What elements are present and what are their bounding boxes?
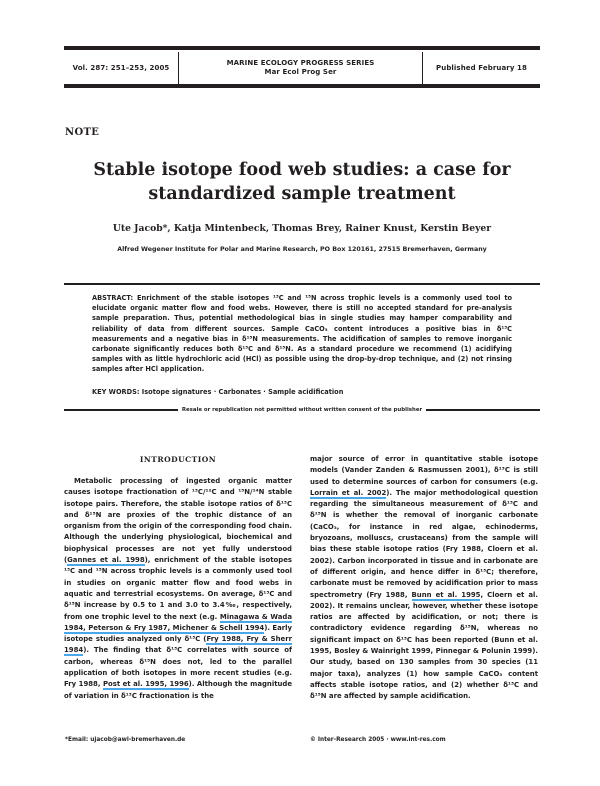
body-text: Metabolic processing of ingested organic matter causes isotope fractionation of ¹³C/¹²C and ¹⁵N/¹⁴N stable isotope pairs. Therefore, the stable isotope ratios of δ¹³C and δ¹⁵N are proxies of the trophic distance of an organism from the origin of the corresponding food chain. Although the underlying physiological, biochemical and biophysical processes are not yet fully understood ( bbox=[64, 477, 292, 565]
article-type: NOTE bbox=[65, 127, 100, 138]
journal-name bbox=[179, 52, 422, 84]
keywords bbox=[92, 388, 512, 396]
citation-link[interactable]: Bunn et al. 1995 bbox=[411, 590, 481, 599]
body-text: , Cloern et al. 2002). It remains unclear, however, whether these isotope ratios are affected by acidification, or not; there is contradictory evidence regarding δ¹⁵N, whereas no significant impact on δ¹³C has been reported (Bunn et al. 1995, Bosley & Wainright 1999, Pinnegar & Polunin 1999). Our study, based on 130 samples from 30 species (11 major taxa), analyzes (1) how sample CaCO₃ content affects stable isotope ratios, and (2) whether δ¹³C and δ¹⁵N are affected by sample acidification. bbox=[310, 590, 538, 701]
rule-right bbox=[426, 409, 540, 411]
citation-link[interactable]: Lorrain et al. 2002 bbox=[310, 488, 387, 497]
intro-paragraph bbox=[64, 476, 292, 702]
left-column bbox=[64, 476, 292, 702]
section-heading: INTRODUCTION bbox=[139, 455, 217, 464]
body-text: ), enrichment of the stable isotopes ¹³C and ¹⁵N across trophic levels is a commonly used tool in studies on organic matter flow and food webs in aquatic and terrestrial ecosystems. On average, δ¹³C and δ¹⁵N increase by 0.5 to 1 and 3.0 to 3.4‰, respectively, from one trophic level to the next (e.g. bbox=[64, 556, 292, 621]
keywords-label: KEY WORDS: bbox=[92, 388, 140, 396]
body-text: ). The finding that δ¹³C correlates with source of carbon, whereas δ¹⁵N does not, led to the parallel application of both isotopes in more recent studies (e.g. Fry 1988, bbox=[64, 646, 292, 689]
abstract bbox=[92, 293, 512, 375]
published-date: Published February 18 bbox=[436, 63, 527, 72]
affiliation: Alfred Wegener Institute for Polar and Marine Research, PO Box 120161, 27515 Bremerhaven, Germany bbox=[117, 246, 487, 253]
abstract-top-rule bbox=[64, 283, 540, 285]
citation-link[interactable]: Minagawa & Wada 1984, Peterson & Fry 1987, Michener & Schell 1994 bbox=[64, 612, 292, 632]
header-bottom-rule bbox=[64, 84, 540, 88]
citation-link[interactable]: Gannes et al. 1998 bbox=[67, 556, 145, 565]
citation-link[interactable]: Fry 1988, Fry & Sherr 1984 bbox=[64, 635, 292, 655]
body-text: ). Although the magnitude of variation in δ¹³C fractionation is the bbox=[64, 680, 292, 700]
abstract-text: Enrichment of the stable isotopes ¹³C and ¹⁵N across trophic levels is a commonly used tool to elucidate organic matter flow and food webs. However, there is still no accepted standard for pre-analysis sample preparation. Thus, potential methodological bias in single studies may hamper comparability and reliability of data from different sources. Sample CaCO₃ content introduces a positive bias in δ¹³C measurements and a negative bias in δ¹⁵N measurements. The acidification of samples to remove inorganic carbonate significantly reduces both δ¹³C and δ¹⁵N. As a standard procedure we recommend (1) acidifying samples with as little hydrochloric acid (HCl) as possible using the drop-by-drop technique, and (2) not rinsing samples after HCl application. bbox=[92, 294, 512, 374]
journal-name-line2: Mar Ecol Prog Ser bbox=[264, 68, 337, 76]
journal-name-line1: MARINE ECOLOGY PROGRESS SERIES bbox=[226, 59, 375, 67]
title-line-2: standardized sample treatment bbox=[148, 184, 456, 204]
intro-paragraph-continued bbox=[310, 454, 538, 703]
rule-left bbox=[64, 409, 178, 411]
copyright-notice: © Inter-Research 2005 · www.int-res.com bbox=[310, 737, 446, 743]
body-text: ). Early isotope studies analyzed only δ¹³C ( bbox=[64, 623, 292, 644]
body-text: ). The major methodological question regarding the simultaneous measurement of δ¹³C and δ¹⁵N is whether the removal of inorganic carbonate (CaCO₃, for instance in red algae, echinoderms, bryozoans, molluscs, crustaceans) from the sample will bias these stable isotope ratios (Fry 1988, Cloern et al. 2002). Carbon incorporated in tissue and in carbonate are of different origin, and hence differ in δ¹³C; therefore, carbonate must be removed by acidification prior to mass spectrometry (Fry 1988, bbox=[310, 488, 538, 599]
authors: Ute Jacob*, Katja Mintenbeck, Thomas Brey, Rainer Knust, Kerstin Beyer bbox=[112, 223, 492, 234]
right-column bbox=[310, 454, 538, 703]
body-text: major source of error in quantitative stable isotope models (Vander Zanden & Rasmussen 2001), δ¹³C is still used to determine sources of carbon for consumers (e.g. bbox=[310, 455, 538, 486]
corresponding-author-footnote: *Email: ujacob@awi-bremerhaven.de bbox=[65, 737, 186, 743]
resale-notice: Resale or republication not permitted without written consent of the publisher bbox=[181, 407, 423, 413]
keywords-text: Isotope signatures · Carbonates · Sample acidification bbox=[139, 388, 344, 396]
volume-info: Vol. 287: 251–253, 2005 bbox=[72, 63, 170, 72]
citation-link[interactable]: Post et al. 1995, 1996 bbox=[102, 680, 189, 689]
resale-notice-rule bbox=[64, 405, 540, 415]
title-line-1: Stable isotope food web studies: a case for bbox=[93, 160, 511, 180]
header-top-rule bbox=[64, 46, 540, 50]
article-title bbox=[64, 158, 540, 206]
abstract-label: ABSTRACT: bbox=[92, 294, 134, 302]
